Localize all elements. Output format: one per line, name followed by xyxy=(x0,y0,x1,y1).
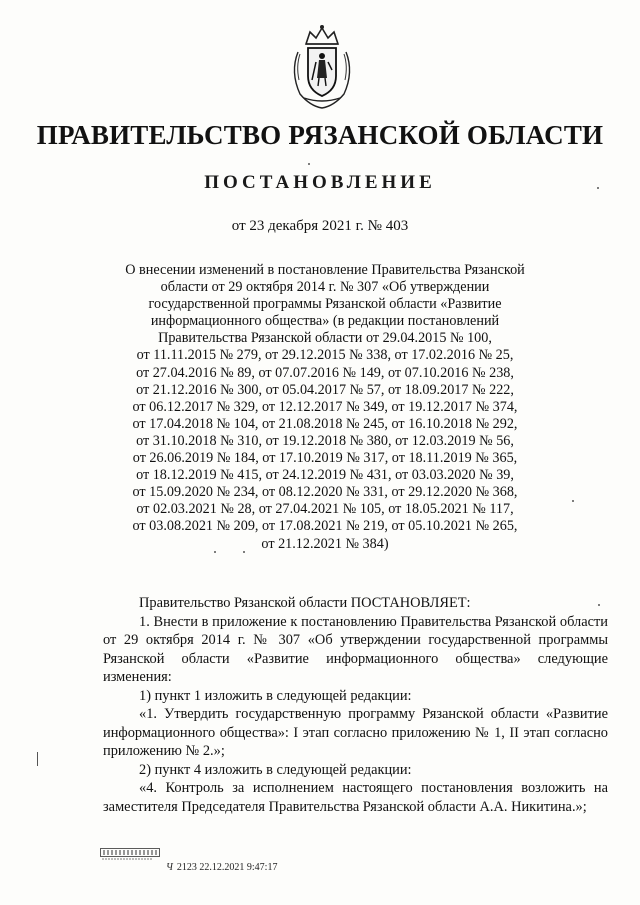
registration-barcode xyxy=(100,848,160,862)
subject-line: от 11.11.2015 № 279, от 29.12.2015 № 338, от 17.02.2016 № 25, xyxy=(136,347,514,364)
subject-line: от 21.12.2021 № 384) xyxy=(261,535,389,552)
document-subject xyxy=(100,262,550,553)
scan-speck xyxy=(597,187,599,189)
scan-speck xyxy=(214,551,216,553)
body-paragraph-quote-1: «1. Утвердить государственную программу Рязанской области «Развитие информационного общества»: I этап согласно приложению № 1, II этап согласно приложению № 2.»; xyxy=(103,706,608,759)
scan-speck xyxy=(243,551,245,553)
document-type-heading: ПОСТАНОВЛЕНИЕ xyxy=(204,172,436,193)
subject-line: от 18.12.2019 № 415, от 24.12.2019 № 431, от 03.03.2020 № 39, xyxy=(136,467,514,484)
body-paragraph-subitem-2: 2) пункт 4 изложить в следующей редакции: xyxy=(139,761,412,778)
coat-of-arms-emblem xyxy=(286,24,358,110)
subject-line: от 17.04.2018 № 104, от 21.08.2018 № 245, от 16.10.2018 № 292, xyxy=(132,415,518,432)
subject-line: от 26.06.2019 № 184, от 17.10.2019 № 317, от 18.11.2019 № 365, xyxy=(132,450,518,467)
subject-line: от 31.10.2018 № 310, от 19.12.2018 № 380, от 12.03.2019 № 56, xyxy=(136,432,514,449)
scan-speck xyxy=(308,163,310,165)
subject-line: Правительства Рязанской области от 29.04.2015 № 100, xyxy=(158,330,492,347)
subject-line: от 15.09.2020 № 234, от 08.12.2020 № 331, от 29.12.2020 № 368, xyxy=(132,484,518,501)
stamp-mark: Ч xyxy=(166,862,173,873)
scan-speck xyxy=(572,500,574,502)
document-date-number: от 23 декабря 2021 г. № 403 xyxy=(231,218,409,234)
subject-line: области от 29 октября 2014 г. № 307 «Об утверждении xyxy=(160,279,490,296)
subject-line: от 21.12.2016 № 300, от 05.04.2017 № 57, от 18.09.2017 № 222, xyxy=(136,381,514,398)
body-paragraph-quote-4: «4. Контроль за исполнением настоящего постановления возложить на заместителя Председателя Правительства Рязанской области А.А. Никитина.»; xyxy=(103,780,608,815)
subject-line: от 03.08.2021 № 209, от 17.08.2021 № 219, от 05.10.2021 № 265, xyxy=(132,518,518,535)
organization-title: ПРАВИТЕЛЬСТВО РЯЗАНСКОЙ ОБЛАСТИ xyxy=(36,120,604,150)
subject-line: О внесении изменений в постановление Правительства Рязанской xyxy=(125,262,525,278)
body-paragraph-subitem-1: 1) пункт 1 изложить в следующей редакции: xyxy=(139,687,412,704)
registration-stamp xyxy=(166,862,277,873)
subject-line: от 02.03.2021 № 28, от 27.04.2021 № 105, от 18.05.2021 № 117, xyxy=(136,501,514,518)
body-paragraph-resolves: Правительство Рязанской области ПОСТАНОВЛЯЕТ: xyxy=(139,595,471,611)
scan-speck xyxy=(598,604,600,606)
body-paragraph-item-1: 1. Внести в приложение к постановлению Правительства Рязанской области от 29 октября 2014 г. № 307 «Об утверждении государственной программы Рязанской области «Развитие информационного общества» следующие изменения: xyxy=(103,613,608,685)
subject-line: государственной программы Рязанской области «Развитие xyxy=(148,296,502,313)
scan-speck xyxy=(37,752,38,766)
document-body xyxy=(103,594,608,816)
subject-line: информационного общества» (в редакции постановлений xyxy=(150,313,500,330)
stamp-datetime: 2123 22.12.2021 9:47:17 xyxy=(176,862,278,873)
subject-line: от 27.04.2016 № 89, от 07.07.2016 № 149, от 07.10.2016 № 238, xyxy=(136,364,514,381)
subject-line: от 06.12.2017 № 329, от 12.12.2017 № 349, от 19.12.2017 № 374, xyxy=(132,398,518,415)
